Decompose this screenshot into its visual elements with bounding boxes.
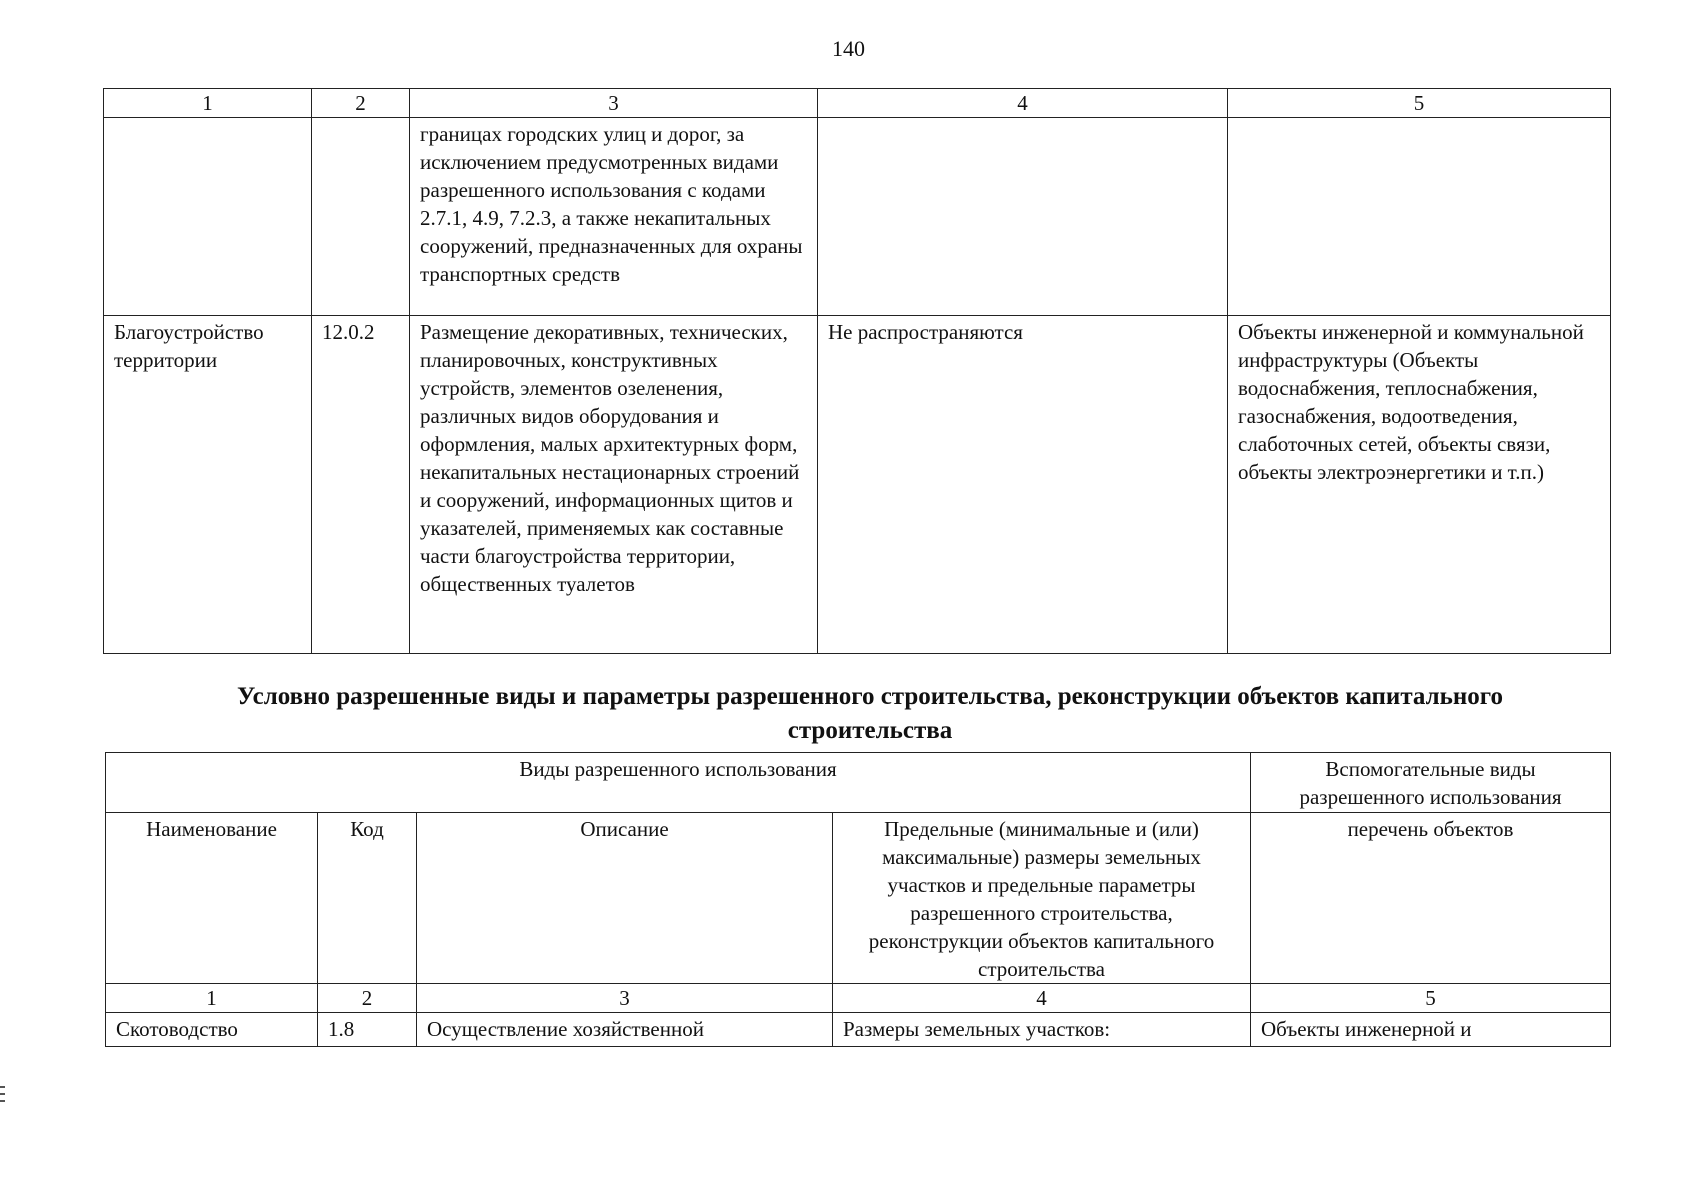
description-cell: границах городских улиц и дорог, за исключением предусмотренных видами разрешенного использования с кодами 2.7.1, 4.9, 7.2.3, а также некапитальных сооружений, предназначенных для охраны транспортных средств	[410, 118, 818, 316]
column-number: 4	[818, 89, 1228, 118]
header-name: Наименование	[106, 813, 318, 984]
column-number: 3	[417, 984, 833, 1013]
column-number: 5	[1228, 89, 1611, 118]
parameters-cell: Не распространяются	[818, 316, 1228, 654]
table-row	[104, 316, 1611, 654]
column-number: 4	[833, 984, 1251, 1013]
table-row	[106, 1013, 1611, 1047]
header-row	[106, 813, 1611, 984]
code-cell	[312, 118, 410, 316]
parameters-cell: Размеры земельных участков:	[833, 1013, 1251, 1047]
page-number: 140	[832, 36, 865, 61]
conditional-use-table	[105, 752, 1611, 1047]
scan-mark	[0, 1086, 5, 1088]
auxiliary-cell	[1228, 118, 1611, 316]
scan-mark	[0, 1093, 5, 1095]
code-cell: 1.8	[318, 1013, 417, 1047]
name-cell: Скотоводство	[106, 1013, 318, 1047]
section-heading: Условно разрешенные виды и параметры разрешенного строительства, реконструкции объектов капитального строительства	[236, 683, 1504, 744]
scan-mark	[0, 1100, 5, 1102]
name-cell	[104, 118, 312, 316]
header-description: Описание	[417, 813, 833, 984]
column-number-row	[106, 984, 1611, 1013]
permitted-use-table-continued	[103, 88, 1611, 654]
column-number: 1	[106, 984, 318, 1013]
column-number: 5	[1251, 984, 1611, 1013]
auxiliary-cell: Объекты инженерной и	[1251, 1013, 1611, 1047]
parameters-cell	[818, 118, 1228, 316]
description-cell: Размещение декоративных, технических, планировочных, конструктивных устройств, элементов озеленения, различных видов оборудования и оформления, малых архитектурных форм, некапитальных нестационарных строений и сооружений, информационных щитов и указателей, применяемых как составные части благоустройства территории, общественных туалетов	[410, 316, 818, 654]
header-parameters: Предельные (минимальные и (или) максимальные) размеры земельных участков и предельные параметры разрешенного строительства, реконструкции объектов капитального строительства	[833, 813, 1251, 984]
column-number-row	[104, 89, 1611, 118]
description-cell: Осуществление хозяйственной	[417, 1013, 833, 1047]
name-cell: Благоустройство территории	[104, 316, 312, 654]
column-number: 1	[104, 89, 312, 118]
auxiliary-cell: Объекты инженерной и коммунальной инфраструктуры (Объекты водоснабжения, теплоснабжения, газоснабжения, водоотведения, слаботочных сетей, объекты связи, объекты электроэнергетики и т.п.)	[1228, 316, 1611, 654]
table-row	[104, 118, 1611, 316]
header-auxiliary: Вспомогательные виды разрешенного использования	[1251, 753, 1611, 813]
code-cell: 12.0.2	[312, 316, 410, 654]
column-number: 3	[410, 89, 818, 118]
column-number: 2	[312, 89, 410, 118]
column-number: 2	[318, 984, 417, 1013]
header-objects: перечень объектов	[1251, 813, 1611, 984]
header-use-types: Виды разрешенного использования	[106, 753, 1251, 813]
header-code: Код	[318, 813, 417, 984]
header-row	[106, 753, 1611, 813]
